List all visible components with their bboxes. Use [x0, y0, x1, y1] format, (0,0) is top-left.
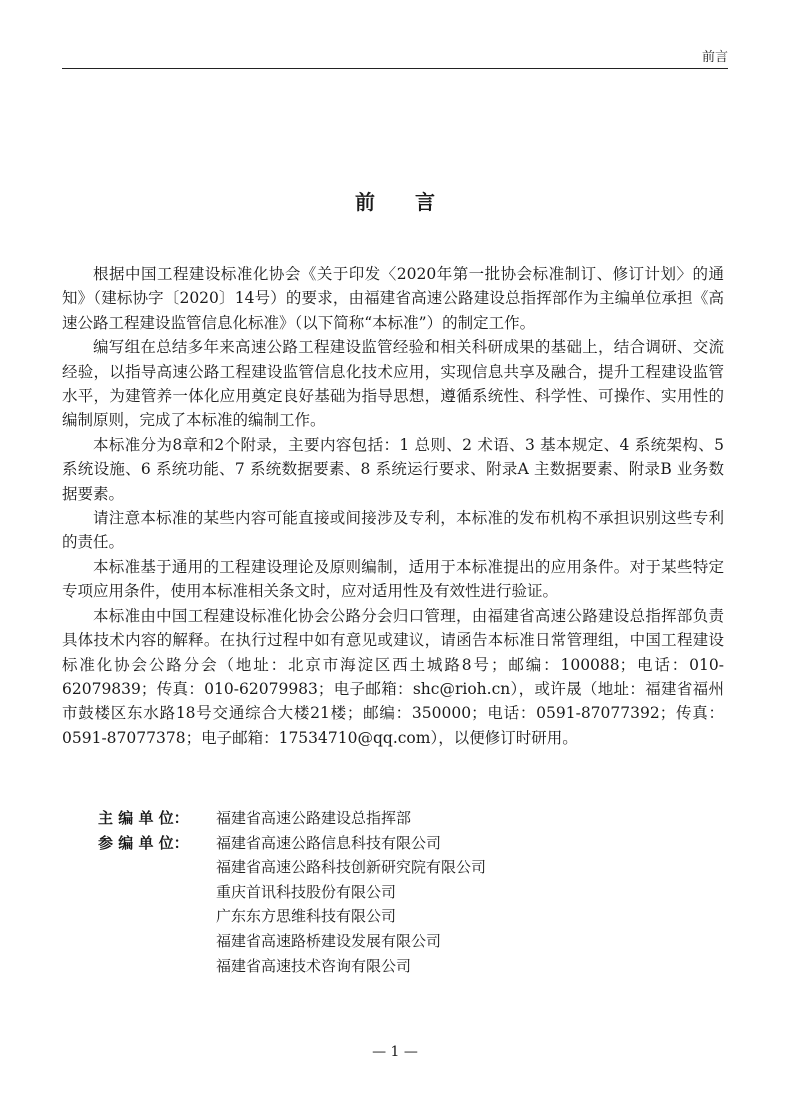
- participant-unit-row: [98, 904, 486, 929]
- chief-unit-label: 主 编 单 位：: [98, 809, 189, 827]
- running-header-section: 前言: [701, 50, 728, 65]
- paragraph: 编写组在总结多年来高速公路工程建设监管经验和相关科研成果的基础上，结合调研、交流经验，以指导高速公路工程建设监管信息化技术应用，实现信息共享及融合，提升工程建设监管水平，为建管养一体化应用奠定良好基础为指导思想，遵循系统性、科学性、可操作、实用性的编制原则，完成了本标准的编制工作。: [62, 338, 724, 430]
- participant-unit: 福建省高速路桥建设发展有限公司: [216, 931, 442, 950]
- chief-unit-row: [98, 806, 486, 831]
- participant-unit: 广东东方思维科技有限公司: [216, 907, 397, 926]
- paragraph: 本标准分为8章和2个附录，主要内容包括：1 总则、2 术语、3 基本规定、4 系统架构、5 系统设施、6 系统功能、7 系统数据要素、8 系统运行要求、附录A 主数据要素、附录B 业务数据要素。: [62, 435, 724, 503]
- participant-unit-label: 参 编 单 位：: [98, 833, 189, 852]
- paragraph: 根据中国工程建设标准化协会《关于印发〈2020年第一批协会标准制订、修订计划〉的通知》（建标协字〔2020〕14号）的要求，由福建省高速公路建设总指挥部作为主编单位承担《高速公路工程建设监管信息化标准》（以下简称“本标准”）的制定工作。: [62, 265, 724, 332]
- participant-unit: 福建省高速技术咨询有限公司: [216, 956, 412, 975]
- participant-unit-row: [98, 831, 486, 856]
- paragraph: 本标准基于通用的工程建设理论及原则编制，适用于本标准提出的应用条件。对于某些特定专项应用条件，使用本标准相关条文时，应对适用性及有效性进行验证。: [62, 557, 724, 601]
- paragraph: 本标准由中国工程建设标准化协会公路分会归口管理，由福建省高速公路建设总指挥部负责具体技术内容的解释。在执行过程中如有意见或建议，请函告本标准日常管理组，中国工程建设标准化协会公路分会（地址：北京市海淀区西土城路8号；邮编：100088；电话：010-62079839；传真：010-62079983；电子邮箱：shc@rioh.cn），或许晟（地址：福建省福州市鼓楼区东水路18号交通综合大楼21楼；邮编：350000；电话：0591-87077392；传真：0591-87077378；电子邮箱：17534710@qq.com），以便修订时研用。: [62, 606, 724, 747]
- participant-unit: 福建省高速公路科技创新研究院有限公司: [216, 858, 487, 877]
- participant-unit-row: [98, 929, 486, 954]
- paragraph: 请注意本标准的某些内容可能直接或间接涉及专利，本标准的发布机构不承担识别这些专利的责任。: [62, 509, 724, 552]
- page-number: — 1 —: [372, 1044, 418, 1060]
- body-text: [62, 262, 724, 750]
- chief-unit: 福建省高速公路建设总指挥部: [216, 809, 412, 827]
- participant-unit: 福建省高速公路信息科技有限公司: [216, 833, 442, 852]
- drafting-units: [98, 806, 486, 978]
- participant-unit: 重庆首讯科技股份有限公司: [216, 882, 397, 901]
- page-title: 前言: [355, 190, 475, 214]
- participant-unit-row: [98, 880, 486, 905]
- participant-unit-row: [98, 855, 486, 880]
- participant-unit-row: [98, 954, 486, 979]
- running-header: [62, 44, 728, 69]
